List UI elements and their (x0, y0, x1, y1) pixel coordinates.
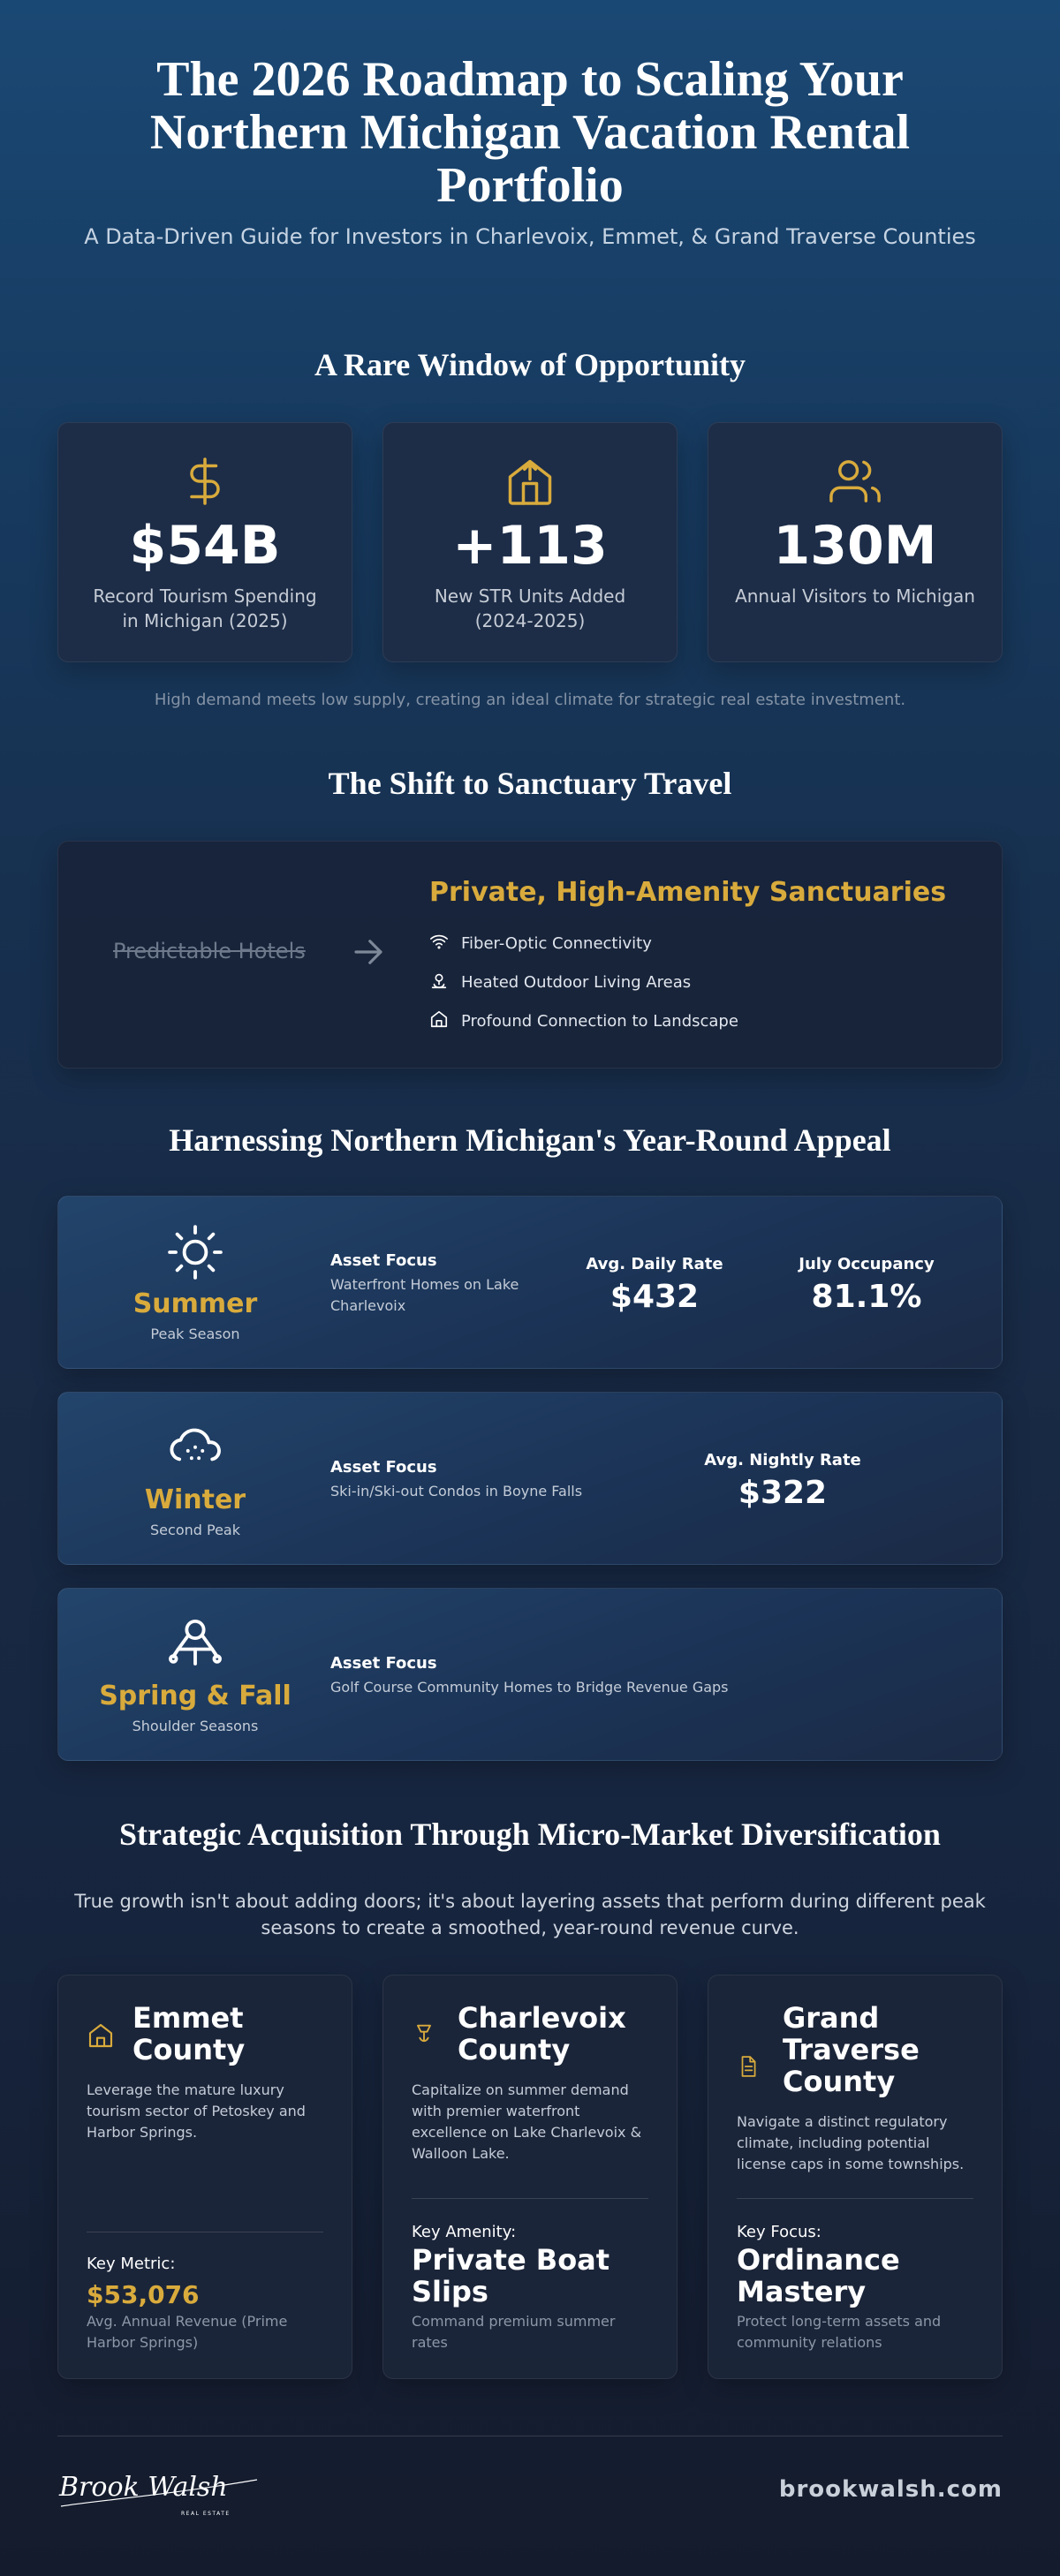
sun-icon (58, 1223, 332, 1285)
season-card-winter (57, 1392, 1003, 1565)
county-name: Emmet County (132, 2001, 246, 2066)
logo-subtext: REAL ESTATE (181, 2511, 231, 2517)
metric-nightly-rate (677, 1451, 889, 1511)
hero (0, 53, 1060, 249)
strategy-title: Strategic Acquisition Through Micro-Market Diversification (119, 1817, 941, 1852)
county-name: Charlevoix County (458, 2001, 626, 2066)
strategy-intro: True growth isn't about adding doors; it's about layering assets that perform during different peak seasons to create a smoothed, year-round revenue curve. (74, 1891, 986, 1938)
home-icon (87, 2021, 106, 2041)
key-label: Key Metric: (87, 2255, 176, 2273)
page-title: The 2026 Roadmap to Scaling Your Northern Michigan Vacation Rental Portfolio (149, 52, 911, 213)
stat-label: Record Tourism Spending in Michigan (2025) (93, 585, 317, 631)
metric-value: $322 (738, 1475, 828, 1511)
stat-value: $54B (129, 515, 281, 577)
county-card-emmet (57, 1975, 352, 2379)
season-subtitle: Second Peak (150, 1522, 240, 1538)
snow-cloud-icon (58, 1419, 332, 1481)
wifi-icon (429, 932, 461, 956)
feature-label: Heated Outdoor Living Areas (461, 973, 692, 992)
season-card-summer (57, 1196, 1003, 1369)
county-description: Leverage the mature luxury tourism sector of Petoskey and Harbor Springs. (87, 2081, 306, 2141)
stat-card-str-units (382, 422, 678, 662)
county-card-grand-traverse (708, 1975, 1003, 2379)
key-value: Ordinance Mastery (737, 2243, 900, 2308)
asset-focus-text: Ski-in/Ski-out Condos in Boyne Falls (330, 1483, 583, 1500)
stat-card-visitors (708, 422, 1003, 662)
season-card-spring-fall (57, 1588, 1003, 1761)
season-subtitle: Peak Season (150, 1326, 240, 1342)
county-name: Grand Traverse County (783, 2001, 920, 2098)
key-label: Key Focus: (737, 2223, 822, 2241)
key-label: Key Amenity: (412, 2223, 517, 2241)
website-link[interactable]: brookwalsh.com (778, 2476, 1003, 2503)
house-up-icon (383, 455, 677, 508)
seasons-title: Harnessing Northern Michigan's Year-Round Appeal (169, 1122, 891, 1158)
stat-value: +113 (452, 515, 608, 577)
metric-value: $432 (610, 1279, 700, 1315)
stat-label: New STR Units Added (2024-2025) (434, 585, 626, 631)
brook-walsh-logo[interactable] (57, 2462, 261, 2524)
metric-label: July Occupancy (799, 1255, 935, 1273)
key-note: Command premium summer rates (412, 2313, 616, 2351)
key-value: Private Boat Slips (412, 2243, 610, 2308)
feature-item (429, 1009, 738, 1033)
metric-label: Avg. Daily Rate (586, 1255, 723, 1273)
key-note: Avg. Annual Revenue (Prime Harbor Springs) (87, 2313, 288, 2351)
stat-card-tourism (57, 422, 352, 662)
metric-label: Avg. Nightly Rate (704, 1451, 861, 1469)
shift-title: The Shift to Sanctuary Travel (328, 766, 732, 801)
feature-label: Profound Connection to Landscape (461, 1012, 738, 1031)
logo-text: Brook Walsh (59, 2472, 228, 2503)
season-subtitle: Shoulder Seasons (132, 1718, 259, 1734)
county-description: Navigate a distinct regulatory climate, including potential license caps in some townships. (737, 2113, 965, 2172)
feature-label: Fiber-Optic Connectivity (461, 934, 652, 953)
asset-focus-label: Asset Focus (330, 1251, 437, 1270)
golf-icon (58, 1615, 332, 1677)
feature-item (429, 932, 652, 956)
season-name: Summer (132, 1288, 258, 1319)
people-icon (708, 455, 1002, 508)
shift-card (57, 841, 1003, 1069)
season-name: Spring & Fall (99, 1681, 292, 1711)
opportunity-title: A Rare Window of Opportunity (314, 347, 746, 382)
asset-focus-text: Waterfront Homes on Lake Charlevoix (330, 1276, 519, 1314)
location-pin-icon (429, 971, 461, 994)
old-option-label: Predictable Hotels (113, 939, 306, 963)
county-card-charlevoix (382, 1975, 678, 2379)
divider (737, 2198, 973, 2199)
arrow-right-icon (350, 933, 387, 974)
metric-value: 81.1% (811, 1279, 922, 1315)
county-description: Capitalize on summer demand with premier waterfront excellence on Lake Charlevoix & Walloon Lake. (412, 2081, 642, 2162)
feature-item (429, 971, 691, 994)
page-subtitle: A Data-Driven Guide for Investors in Charlevoix, Emmet, & Grand Traverse Counties (84, 224, 976, 249)
asset-focus-label: Asset Focus (330, 1654, 437, 1673)
metric-occupancy (765, 1255, 968, 1315)
anchor-icon (412, 2021, 431, 2041)
metric-daily-rate (553, 1255, 756, 1315)
new-option-title: Private, High-Amenity Sanctuaries (429, 877, 947, 908)
opportunity-tagline: High demand meets low supply, creating an ideal climate for strategic real estate investment. (154, 691, 906, 709)
key-value: $53,076 (87, 2280, 200, 2309)
stat-value: 130M (773, 515, 937, 577)
asset-focus-text: Golf Course Community Homes to Bridge Revenue Gaps (330, 1679, 729, 1696)
season-name: Winter (144, 1484, 246, 1515)
key-note: Protect long-term assets and community relations (737, 2313, 942, 2351)
home-icon (429, 1009, 461, 1033)
asset-focus-label: Asset Focus (330, 1458, 437, 1477)
dollar-icon (58, 455, 352, 508)
stat-label: Annual Visitors to Michigan (735, 585, 975, 607)
document-icon (737, 2055, 756, 2074)
divider (412, 2198, 648, 2199)
